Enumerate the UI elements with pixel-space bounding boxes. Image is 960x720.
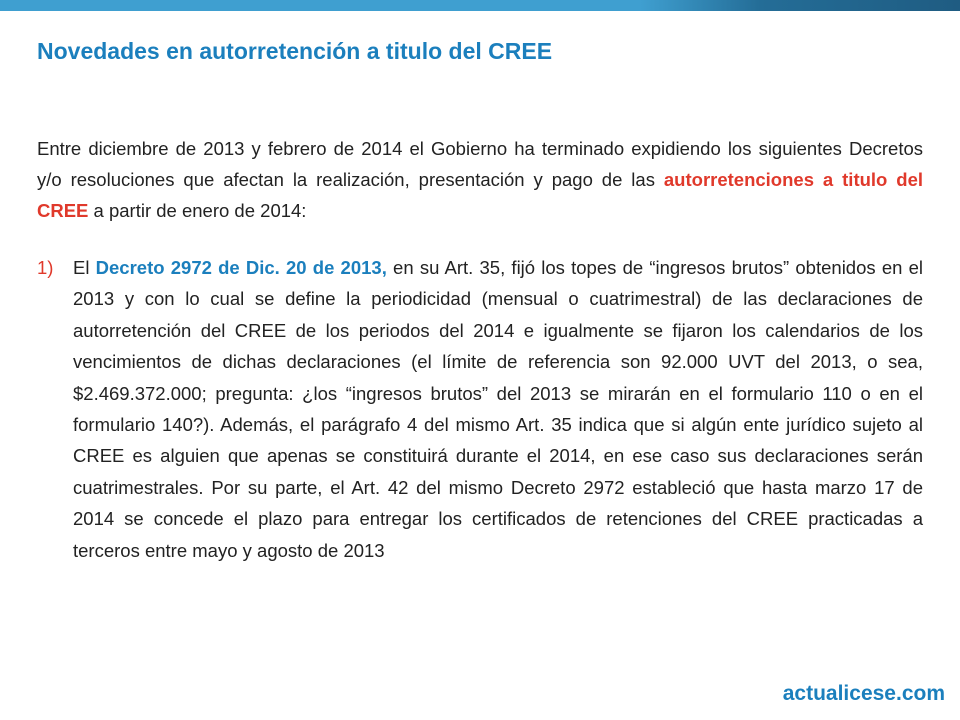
- list-item-text-end: en su Art. 35, fijó los topes de “ingresos brutos” obtenidos en el 2013 y con lo cual se define la periodicidad (mensual o cuatrimestral) de las declaraciones de autorretención del CREE de los periodos del 2014 e igualmente se fijaron los calendarios de los vencimientos de dichas declaraciones (el límite de referencia son 92.000 UVT del 2013, o sea, $2.469.372.000; pregunta: ¿los “ingresos brutos” del 2013 se mirarán en el formulario 110 o en el formulario 140?). Además, el parágrafo 4 del mismo Art. 35 indica que si algún ente jurídico sujeto al CREE es alguien que apenas se constituirá durante el 2014, en ese caso sus declaraciones serán cuatrimestrales. Por su parte, el Art. 42 del mismo Decreto 2972 estableció que hasta marzo 17 de 2014 se concede el plazo para entregar los certificados de retenciones del CREE practicadas a terceros entre mayo y agosto de 2013: [73, 257, 923, 561]
- brand-logo-text: actualicese.com: [782, 682, 945, 705]
- intro-paragraph: [37, 133, 923, 226]
- list-item-text: [73, 252, 923, 566]
- decree-reference: Decreto 2972 de Dic. 20 de 2013,: [95, 257, 387, 278]
- intro-highlight: autorretenciones a titulo del CREE: [37, 169, 924, 221]
- top-accent-bar: [0, 0, 960, 11]
- slide-title: Novedades en autorretención a titulo del CREE: [37, 38, 553, 64]
- intro-text-start: Entre diciembre de 2013 y febrero de 2014 el Gobierno ha terminado expidiendo los siguientes Decretos y/o resoluciones que afectan la realización, presentación y pago de las: [37, 138, 923, 190]
- list-item-number: 1): [37, 257, 54, 278]
- list-item-text-start: El: [73, 257, 96, 278]
- intro-text-end: a partir de enero de 2014:: [88, 200, 307, 221]
- list-item: [37, 252, 923, 566]
